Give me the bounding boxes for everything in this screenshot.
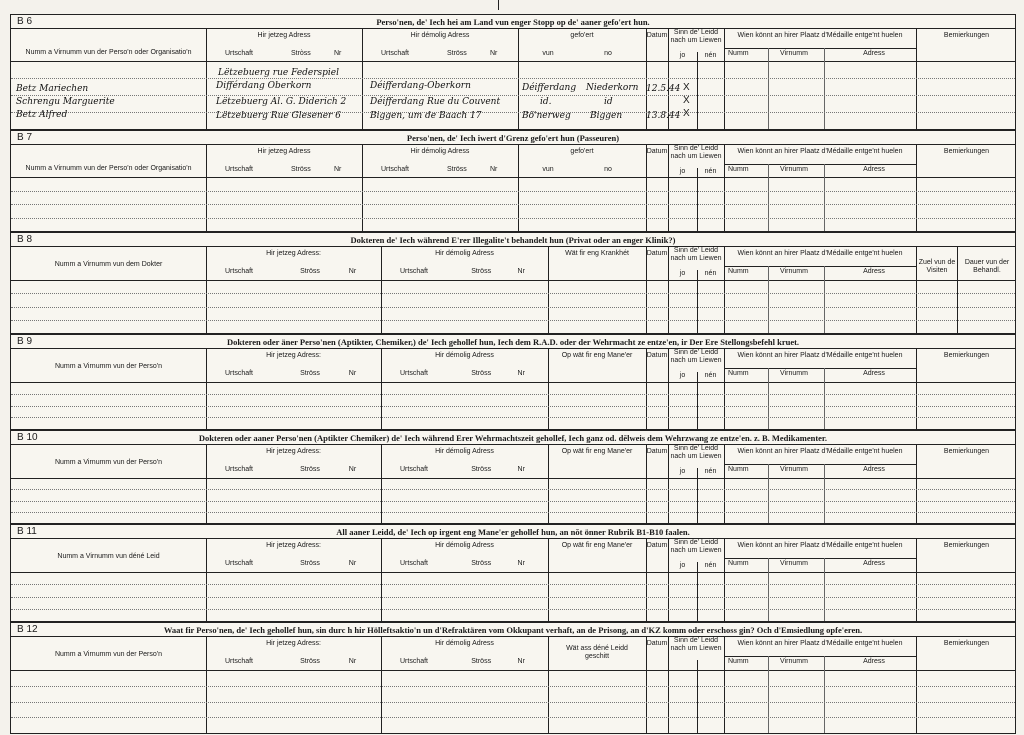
- locality-header-1: Urtschaft: [224, 370, 253, 377]
- remarks-header: Bemierkungen: [943, 32, 990, 39]
- medal-sub-line: [724, 48, 916, 49]
- section-b11: [10, 524, 1016, 622]
- manner-header: Op wät fir eng Mane'er: [561, 542, 633, 549]
- yes-header: jo: [679, 468, 686, 475]
- medal-col-b: [824, 464, 825, 523]
- current-address-header: Hir jetzeg Adress:: [266, 640, 321, 647]
- medal-sub-line: [724, 164, 916, 165]
- title-divider: [11, 636, 1015, 637]
- column-line-3: [646, 636, 647, 733]
- data-row-line: [11, 597, 1015, 598]
- column-line-jo: [697, 562, 698, 621]
- to-header: no: [604, 166, 612, 173]
- medal-col-a: [768, 368, 769, 429]
- nr-header-1: Nr: [348, 268, 357, 275]
- handwritten-entry: Déifferdang: [522, 83, 577, 93]
- handwritten-entry: 13.8.44: [646, 111, 681, 121]
- no-header: nén: [704, 562, 717, 569]
- header-bottom-line: [11, 670, 1015, 671]
- handwritten-entry: Niederkorn: [586, 83, 639, 93]
- remarks-header: Bemierkungen: [943, 448, 990, 455]
- street-header-1: Ströss: [290, 166, 311, 173]
- data-row-line: [11, 584, 1015, 585]
- medal-sub-line: [724, 558, 916, 559]
- nr-header-2: Nr: [517, 268, 525, 275]
- street-header-1: Ströss: [300, 560, 320, 567]
- yes-header: jo: [679, 562, 686, 569]
- data-row-line: [11, 95, 1015, 96]
- section-b7: [10, 130, 1016, 232]
- nr-header-1: Nr: [333, 50, 342, 57]
- name-column-header: Numm a Virnumm vun déné Leid: [57, 553, 160, 560]
- locality-header-1: Urtschaft: [224, 268, 253, 275]
- data-row-line: [11, 489, 1015, 490]
- locality-header-2: Urtschaft: [380, 50, 409, 57]
- locality-header-2: Urtschaft: [399, 560, 428, 567]
- locality-header-1: Urtschaft: [224, 658, 253, 665]
- no-header: nén: [704, 372, 717, 379]
- medal-name-header: Numm: [728, 370, 749, 377]
- from-header: vun: [542, 50, 554, 57]
- handwritten-entry: id: [604, 97, 613, 107]
- handwritten-entry: Déifferdang Rue du Couvent: [370, 97, 501, 107]
- section-b10: [10, 430, 1016, 524]
- no-header: nén: [704, 52, 717, 59]
- nr-header-1: Nr: [348, 370, 357, 377]
- alive-header: Sinn de' Leidd nach um Liewen: [670, 445, 722, 460]
- medal-name-header: Numm: [728, 166, 749, 173]
- nr-header-2: Nr: [489, 50, 498, 57]
- street-header-2: Ströss: [471, 370, 492, 377]
- former-address-header: Hir démolig Adress: [435, 448, 494, 455]
- medal-col-b: [824, 164, 825, 231]
- data-row-line: [11, 307, 1015, 308]
- street-header-2: Ströss: [471, 658, 492, 665]
- medal-firstname-header: Virnumm: [780, 560, 808, 567]
- data-row-line: [11, 218, 1015, 219]
- data-row-line: [11, 512, 1015, 513]
- column-line-jo: [697, 52, 698, 129]
- former-address-header: Hir démolig Adress: [435, 250, 494, 257]
- date-header: Datum: [646, 352, 668, 359]
- section-title: Dokteren oder äner Perso'nen (Aptikter, Chemiker,) de' Iech gehollef hun, Iech dem R.A.D. oder der Wehrmacht ze entze'en, ir Der Ere Stellongsbefehl kruet.: [226, 337, 800, 347]
- handwritten-entry: Lëtzebuerg Al. G. Diderich 2: [216, 97, 347, 107]
- header-bottom-line: [11, 177, 1015, 178]
- street-header-2: Ströss: [471, 560, 492, 567]
- current-address-header: Hir jetzeg Adress:: [266, 448, 321, 455]
- date-header: Datum: [646, 32, 668, 39]
- street-header-1: Ströss: [300, 370, 320, 377]
- alive-header: Sinn de' Leidd nach um Liewen: [670, 637, 722, 652]
- section-code: B 8: [17, 234, 33, 245]
- medal-firstname-header: Virnumm: [780, 50, 808, 57]
- what-happened-header: Wät ass déné Leidd geschitt: [566, 645, 628, 660]
- alive-header: Sinn de' Leidd nach um Liewen: [670, 29, 722, 44]
- medal-name-header: Numm: [728, 50, 749, 57]
- title-divider: [11, 144, 1015, 145]
- column-line-4: [668, 636, 669, 733]
- top-tick-mark: [498, 0, 499, 10]
- section-code: B 9: [17, 336, 33, 347]
- no-header: nén: [704, 168, 717, 175]
- data-row-line: [11, 191, 1015, 192]
- section-title: Perso'nen, de' Iech iwert d'Grenz gefo'ert hun (Passeuren): [406, 133, 620, 143]
- former-address-header: Hir démolig Adress: [410, 32, 470, 39]
- remarks-header: Bemierkungen: [943, 352, 990, 359]
- name-column-header: Numm a Virnumm vun der Perso'n oder Organisatio'n: [25, 49, 192, 56]
- handwritten-entry: Betz Mariechen: [16, 84, 89, 94]
- section-code: B 7: [17, 132, 33, 143]
- locality-header-1: Urtschaft: [224, 466, 253, 473]
- medal-col-b: [824, 558, 825, 621]
- column-line-2: [548, 636, 549, 733]
- current-address-header: Hir jetzeg Adress:: [266, 250, 321, 257]
- data-row-line: [11, 501, 1015, 502]
- data-row-line: [11, 204, 1015, 205]
- column-line-jo: [697, 660, 698, 733]
- transported-header: gefo'ert: [570, 148, 594, 155]
- medal-header: Wien könnt an hirer Plaatz d'Médaille entge'nt huelen: [737, 352, 903, 359]
- data-row-line: [11, 417, 1015, 418]
- medal-col-a: [768, 164, 769, 231]
- nr-header-1: Nr: [348, 658, 357, 665]
- section-b6: [10, 14, 1016, 130]
- section-title: Dokteren oder aaner Perso'nen (Aptikter Chemiker) de' Iech während Erer Wehrmachtszeit gehollef, Iech ganz od. dēlweis dem Wehrzwang ze entze'en. z. B. Medikamenter.: [198, 433, 828, 443]
- name-column-header: Numm a Virnumm vun der Perso'n: [54, 459, 163, 466]
- handwritten-entry: Biggen: [590, 111, 623, 121]
- header-bottom-line: [11, 61, 1015, 62]
- column-line-jo: [697, 372, 698, 429]
- date-header: Datum: [646, 448, 668, 455]
- title-divider: [11, 538, 1015, 539]
- nr-header-2: Nr: [489, 166, 498, 173]
- data-row-line: [11, 112, 1015, 113]
- medal-col-b: [824, 266, 825, 333]
- section-b12: [10, 622, 1016, 734]
- title-divider: [11, 444, 1015, 445]
- handwritten-entry: Schrengu Marguerite: [16, 97, 115, 107]
- medal-firstname-header: Virnumm: [780, 370, 808, 377]
- yes-header: jo: [679, 372, 686, 379]
- no-header: nén: [704, 468, 717, 475]
- medal-header: Wien könnt an hirer Plaatz d'Médaille entge'nt huelen: [737, 640, 903, 647]
- title-divider: [11, 246, 1015, 247]
- header-bottom-line: [11, 478, 1015, 479]
- data-row-line: [11, 394, 1015, 395]
- handwritten-entry: Bö'nerweg: [522, 111, 571, 121]
- to-header: no: [604, 50, 612, 57]
- section-code: B 11: [17, 526, 37, 537]
- medal-sub-line: [724, 266, 916, 267]
- medal-sub-line: [724, 656, 916, 657]
- data-row-line: [11, 293, 1015, 294]
- street-header-1: Ströss: [300, 268, 320, 275]
- date-header: Datum: [646, 148, 668, 155]
- former-address-header: Hir démolig Adress: [435, 352, 494, 359]
- medal-header: Wien könnt an hirer Plaatz d'Médaille entge'nt huelen: [737, 448, 903, 455]
- section-code: B 6: [17, 16, 33, 27]
- section-b9: [10, 334, 1016, 430]
- locality-header-1: Urtschaft: [224, 560, 253, 567]
- street-header-2: Ströss: [446, 50, 467, 57]
- nr-header-2: Nr: [517, 466, 525, 473]
- header-bottom-line: [11, 280, 1015, 281]
- medal-address-header: Adress: [863, 370, 885, 377]
- locality-header-2: Urtschaft: [399, 466, 428, 473]
- handwritten-entry: Biggen, um de Baach 17: [370, 111, 482, 121]
- section-code: B 10: [17, 432, 38, 443]
- alive-header: Sinn de' Leidd nach um Liewen: [670, 247, 722, 262]
- medal-firstname-header: Virnumm: [780, 166, 808, 173]
- column-line-jo: [697, 468, 698, 523]
- column-line-5: [724, 636, 725, 733]
- yes-header: jo: [679, 270, 686, 277]
- medal-address-header: Adress: [863, 50, 885, 57]
- medal-name-header: Numm: [728, 658, 749, 665]
- nr-header-1: Nr: [348, 560, 357, 567]
- section-title: Perso'nen, de' Iech hei am Land vun enger Stopp op de' aaner gefo'ert hun.: [376, 17, 650, 27]
- medal-sub-line: [724, 368, 916, 369]
- medal-col-a: [768, 558, 769, 621]
- remarks-header: Bemierkungen: [943, 640, 990, 647]
- column-line-bem: [916, 636, 917, 733]
- date-header: Datum: [646, 250, 668, 257]
- column-line-jo: [697, 168, 698, 231]
- current-address-header: Hir jetzeg Adress:: [266, 352, 321, 359]
- duration-header: Dauer vun der Behandl.: [964, 259, 1010, 274]
- nr-header-2: Nr: [517, 658, 525, 665]
- street-header-1: Stròss: [290, 50, 311, 57]
- locality-header-1: Urtschaft: [224, 166, 253, 173]
- medal-address-header: Adress: [863, 658, 885, 665]
- data-row-line: [11, 609, 1015, 610]
- manner-header: Op wät fir eng Mane'er: [561, 448, 633, 455]
- header-bottom-line: [11, 572, 1015, 573]
- name-column-header: Numm a Virnumm vun der Perso'n oder Organisatio'n: [25, 165, 192, 172]
- section-b8: [10, 232, 1016, 334]
- medal-header: Wien könnt an hirer Plaatz d'Médaille entge'nt huelen: [737, 32, 903, 39]
- alive-yes-mark: X: [683, 82, 690, 93]
- former-address-header: Hir démolig Adress: [410, 148, 470, 155]
- former-address-header: Hir démolig Adress: [435, 542, 494, 549]
- data-row-line: [11, 406, 1015, 407]
- medal-header: Wien könnt an hirer Plaatz d'Médaille entge'nt huelen: [737, 250, 903, 257]
- name-column-header: Numm a Virnumm vun der Perso'n: [54, 651, 163, 658]
- name-column-header: Numm a Virnumm vun dem Dokter: [54, 261, 163, 268]
- section-title: Dokteren de' Iech während E'rer Illegalite't behandelt hun (Privat oder an enger Klinik?): [350, 235, 676, 245]
- data-row-line: [11, 717, 1015, 718]
- yes-header: jo: [679, 168, 686, 175]
- date-header: Datum: [646, 640, 668, 647]
- data-row-line: [11, 78, 1015, 79]
- current-address-header: Hir jetzeg Adress: [257, 32, 311, 39]
- handwritten-entry: Différdang Oberkorn: [216, 81, 312, 91]
- handwritten-entry: Betz Alfred: [16, 110, 68, 120]
- street-header-2: Ströss: [446, 166, 467, 173]
- visits-header: Zuel vun de Visiten: [918, 259, 956, 274]
- handwritten-entry: id.: [540, 97, 552, 107]
- medal-col-a: [768, 266, 769, 333]
- locality-header-2: Urtschaft: [399, 370, 428, 377]
- date-header: Datum: [646, 542, 668, 549]
- header-bottom-line: [11, 382, 1015, 383]
- medal-address-header: Adress: [863, 268, 885, 275]
- column-line-0: [206, 636, 207, 733]
- alive-header: Sinn de' Leidd nach um Liewen: [670, 145, 722, 160]
- alive-yes-mark: X: [683, 95, 690, 106]
- medal-col-b: [824, 48, 825, 129]
- data-row-line: [11, 686, 1015, 687]
- alive-header: Sinn de' Leidd nach um Liewen: [670, 349, 722, 364]
- current-address-header: Hir jetzeg Adress:: [266, 542, 321, 549]
- nr-header-1: Nr: [348, 466, 357, 473]
- medal-header: Wien könnt an hirer Plaatz d'Médaille entge'nt huelen: [737, 148, 903, 155]
- medal-col-b: [824, 368, 825, 429]
- medal-name-header: Numm: [728, 560, 749, 567]
- current-address-header: Hir jetzeg Adress: [257, 148, 311, 155]
- manner-header: Op wät fir eng Mane'er: [561, 352, 633, 359]
- data-row-line: [11, 702, 1015, 703]
- illness-header: Wät fir eng Krankhét: [565, 250, 629, 257]
- handwritten-entry: Lëtzebuerg Rue Glesener 6: [216, 111, 341, 121]
- section-title: All aaner Leidd, de' Iech op irgent eng Mane'er gehollef hun, an nŏt önner Rubrik B1-B10 faalen.: [336, 527, 690, 537]
- medal-sub-line: [724, 464, 916, 465]
- street-header-1: Ströss: [300, 466, 320, 473]
- no-header: nén: [704, 270, 717, 277]
- medal-address-header: Adress: [863, 166, 885, 173]
- section-code: B 12: [17, 624, 38, 635]
- medal-col-a: [768, 464, 769, 523]
- medal-address-header: Adress: [863, 560, 885, 567]
- medal-address-header: Adress: [863, 466, 885, 473]
- medal-header: Wien könnt an hirer Plaatz d'Médaille entge'nt huelen: [737, 542, 903, 549]
- data-row-line: [11, 320, 1015, 321]
- medal-name-header: Numm: [728, 466, 749, 473]
- remarks-header: Bemierkungen: [943, 542, 990, 549]
- street-header-2: Ströss: [471, 268, 492, 275]
- title-divider: [11, 28, 1015, 29]
- name-column-header: Numm a Virnumm vun der Perso'n: [54, 363, 163, 370]
- medal-firstname-header: Virnumm: [780, 466, 808, 473]
- medal-col-a: [768, 48, 769, 129]
- from-header: vun: [542, 166, 554, 173]
- former-address-header: Hir démolig Adress: [435, 640, 494, 647]
- nr-header-1: Nr: [333, 166, 342, 173]
- transported-header: gefo'ert: [570, 32, 594, 39]
- medal-col-b: [824, 656, 825, 733]
- locality-header-2: Urtschaft: [399, 268, 428, 275]
- medal-col-a: [768, 656, 769, 733]
- section-title: Waat fir Perso'nen, de' Iech gehollef hun, sin durc h hir Hölleftsaktio'n un d'Refraktären vom Okkupant verhaft, an de Prisong, an d'KZ komm oder erschoss gin? Och d'Emsiedlung opfe'eren.: [163, 625, 863, 635]
- nr-header-2: Nr: [517, 560, 525, 567]
- alive-header: Sinn de' Leidd nach um Liewen: [670, 539, 722, 554]
- remarks-header: Bemierkungen: [943, 148, 990, 155]
- street-header-1: Ströss: [300, 658, 320, 665]
- column-line-jo: [697, 270, 698, 333]
- medal-name-header: Numm: [728, 268, 749, 275]
- column-line-1: [381, 636, 382, 733]
- nr-header-2: Nr: [517, 370, 525, 377]
- medal-firstname-header: Virnumm: [780, 268, 808, 275]
- locality-header-2: Urtschaft: [380, 166, 409, 173]
- locality-header-1: Urtschaft: [224, 50, 253, 57]
- alive-yes-mark: X: [683, 108, 690, 119]
- yes-header: jo: [679, 52, 686, 59]
- handwritten-entry: Déifferdang-Oberkorn: [370, 81, 471, 91]
- medal-firstname-header: Virnumm: [780, 658, 808, 665]
- locality-header-2: Urtschaft: [399, 658, 428, 665]
- handwritten-entry: Lëtzebuerg rue Federspiel: [218, 68, 340, 78]
- street-header-2: Ströss: [471, 466, 492, 473]
- title-divider: [11, 348, 1015, 349]
- handwritten-entry: 12.5.44: [646, 84, 681, 94]
